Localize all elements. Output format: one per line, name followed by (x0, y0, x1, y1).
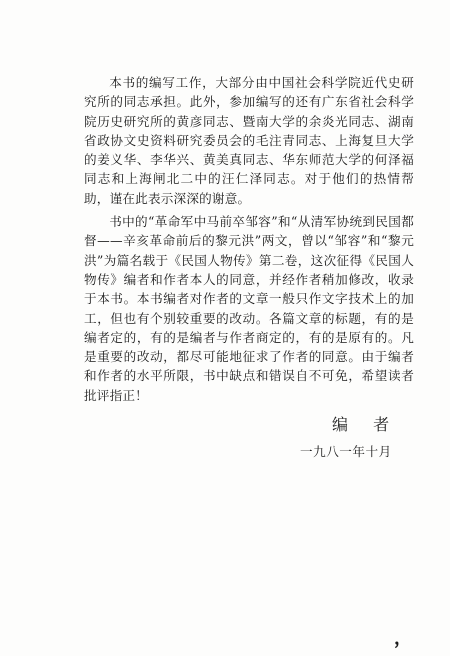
paragraph-contributors: 本书的编写工作，大部分由中国社会科学院近代史研究所的同志承担。此外，参加编写的还有广东省社会科学院历史研究所的黄彦同志、暨南大学的余炎光同志、湖南省政协文史资料研究委员会的毛注青同志、上海复旦大学的姜义华、李华兴、黄美真同志、华东师范大学的何泽福同志和上海闸北二中的汪仁泽同志。对于他们的热情帮助，谨在此表示深深的谢意。 (84, 75, 414, 206)
preface-body (84, 73, 414, 405)
footer-mark: ， (394, 628, 412, 649)
date-line: 一九八一年十月 (300, 444, 392, 459)
editor-signature: 编 者 (332, 415, 400, 434)
paragraph-sources: 书中的“革命军中马前卒邹容”和“从清军协统到民国都督——辛亥革命前后的黎元洪”两文，曾以“邹容”和“黎元洪”为篇名载于《民国人物传》第二卷，这次征得《民国人物传》编者和作者本人的同意，并经作者稍加修改，收录于本书。本书编者对作者的文章一般只作文字技术上的加工，但也有个别较重要的改动。各篇文章的标题，有的是编者定的，有的是编者与作者商定的，有的是原有的。凡是重要的改动，都尽可能地征求了作者的同意。由于编者和作者的水平所限，书中缺点和错误自不可免，希望读者批评指正！ (84, 214, 414, 403)
